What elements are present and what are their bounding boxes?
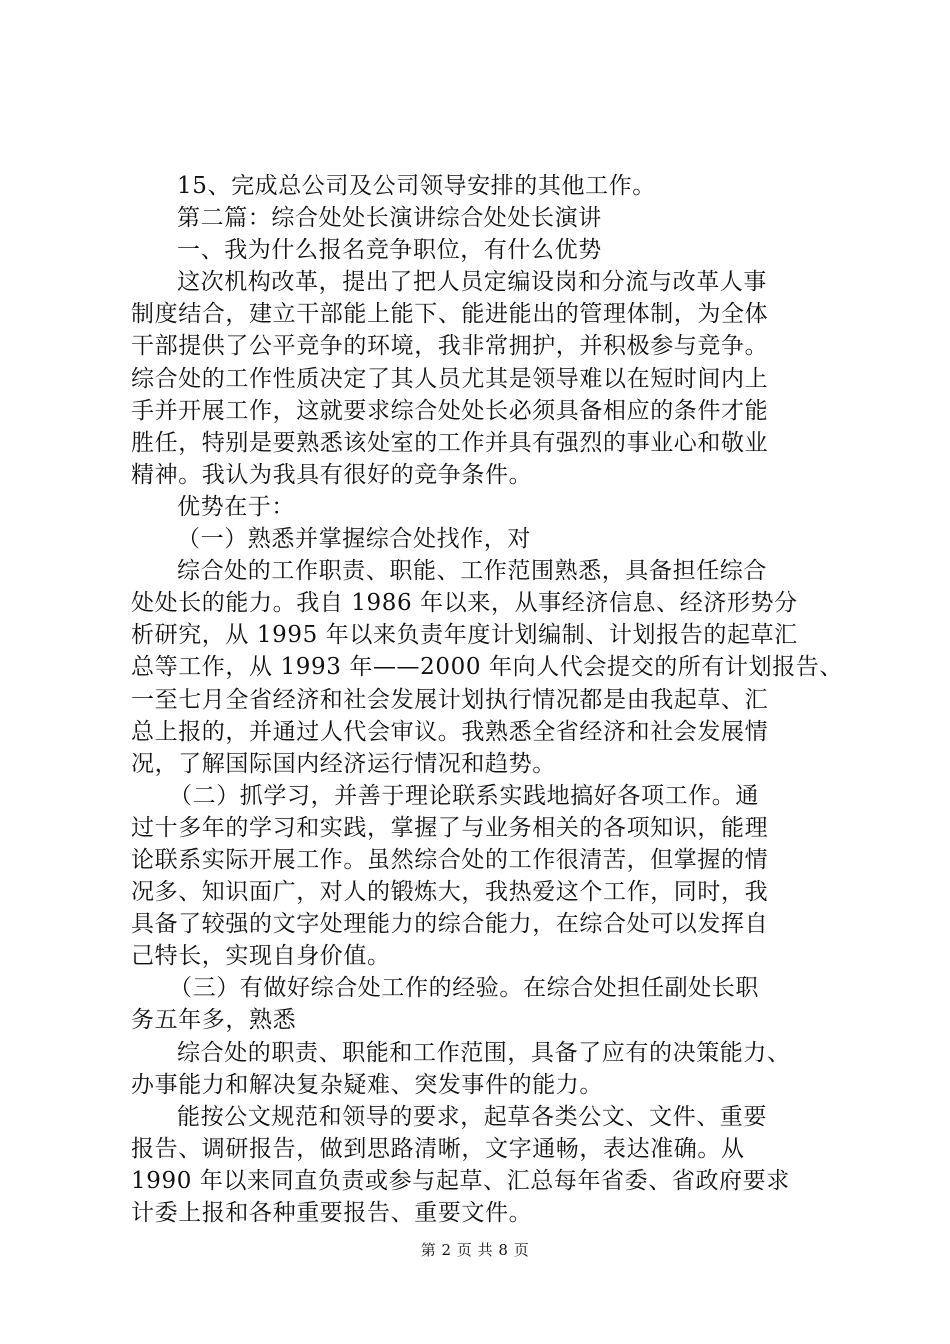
text-line: 胜任，特别是要熟悉该处室的工作并具有强烈的事业心和敬业 <box>131 429 769 456</box>
text-line: 一、我为什么报名竞争职位，有什么优势 <box>177 237 602 264</box>
page-footer: 第 2 页 共 8 页 <box>420 1241 530 1259</box>
text-line: 优势在于： <box>177 493 295 520</box>
text-line: （三）有做好综合处工作的经验。在综合处担任副处长职 <box>169 975 759 1002</box>
text-line: 况，了解国际国内经济运行情况和趋势。 <box>131 750 556 777</box>
text-line: （二）抓学习，并善于理论联系实践地搞好各项工作。通 <box>169 782 759 809</box>
text-line: 报告、调研报告，做到思路清晰，文字通畅，表达准确。从 <box>131 1135 745 1162</box>
text-line: 计委上报和各种重要报告、重要文件。 <box>131 1200 533 1226</box>
text-line: 精神。我认为我具有很好的竞争条件。 <box>131 461 533 488</box>
text-line: 15、完成总公司及公司领导安排的其他工作。 <box>177 173 656 199</box>
text-line: 1990 年以来同直负责或参与起草、汇总每年省委、省政府要求 <box>131 1167 790 1194</box>
text-line: 制度结合，建立干部能上能下、能进能出的管理体制，为全体 <box>131 301 769 328</box>
text-line: 处处长的能力。我自 1986 年以来，从事经济信息、经济形势分 <box>131 590 798 617</box>
text-line: 干部提供了公平竞争的环境，我非常拥护，并积极参与竞争。 <box>131 333 769 360</box>
text-line: 这次机构改革，提出了把人员定编设岗和分流与改革人事 <box>177 269 767 296</box>
text-line: 总上报的，并通过人代会审议。我熟悉全省经济和社会发展情 <box>131 718 769 745</box>
text-line: 一至七月全省经济和社会发展计划执行情况都是由我起草、汇 <box>131 686 769 713</box>
text-line: 过十多年的学习和实践，掌握了与业务相关的各项知识，能理 <box>131 814 769 841</box>
text-line: 手并开展工作，这就要求综合处处长必须具备相应的条件才能 <box>131 397 769 424</box>
text-line: （一）熟悉并掌握综合处找作，对 <box>177 526 531 553</box>
text-line: 论联系实际开展工作。虽然综合处的工作很清苦，但掌握的情 <box>131 846 769 873</box>
text-line: 综合处的工作性质决定了其人员尤其是领导难以在短时间内上 <box>131 365 769 392</box>
text-line: 己特长，实现自身价值。 <box>131 943 391 970</box>
text-line: 第二篇：综合处处长演讲综合处处长演讲 <box>177 205 602 232</box>
text-line: 综合处的职责、职能和工作范围，具备了应有的决策能力、 <box>177 1039 791 1066</box>
text-line: 总等工作，从 1993 年——2000 年向人代会提交的所有计划报告、 <box>131 654 843 681</box>
text-line: 综合处的工作职责、职能、工作范围熟悉，具备担任综合 <box>177 558 767 585</box>
text-line: 务五年多，熟悉 <box>131 1007 297 1034</box>
text-line: 具备了较强的文字处理能力的综合能力，在综合处可以发挥自 <box>131 911 769 938</box>
document-body <box>131 170 843 1229</box>
text-line: 析研究，从 1995 年以来负责年度计划编制、计划报告的起草汇 <box>131 622 798 649</box>
text-line: 办事能力和解决复杂疑难、突发事件的能力。 <box>131 1071 603 1098</box>
text-line: 能按公文规范和领导的要求，起草各类公文、文件、重要 <box>177 1103 767 1130</box>
text-line: 况多、知识面广，对人的锻炼大，我热爱这个工作，同时，我 <box>131 879 769 906</box>
